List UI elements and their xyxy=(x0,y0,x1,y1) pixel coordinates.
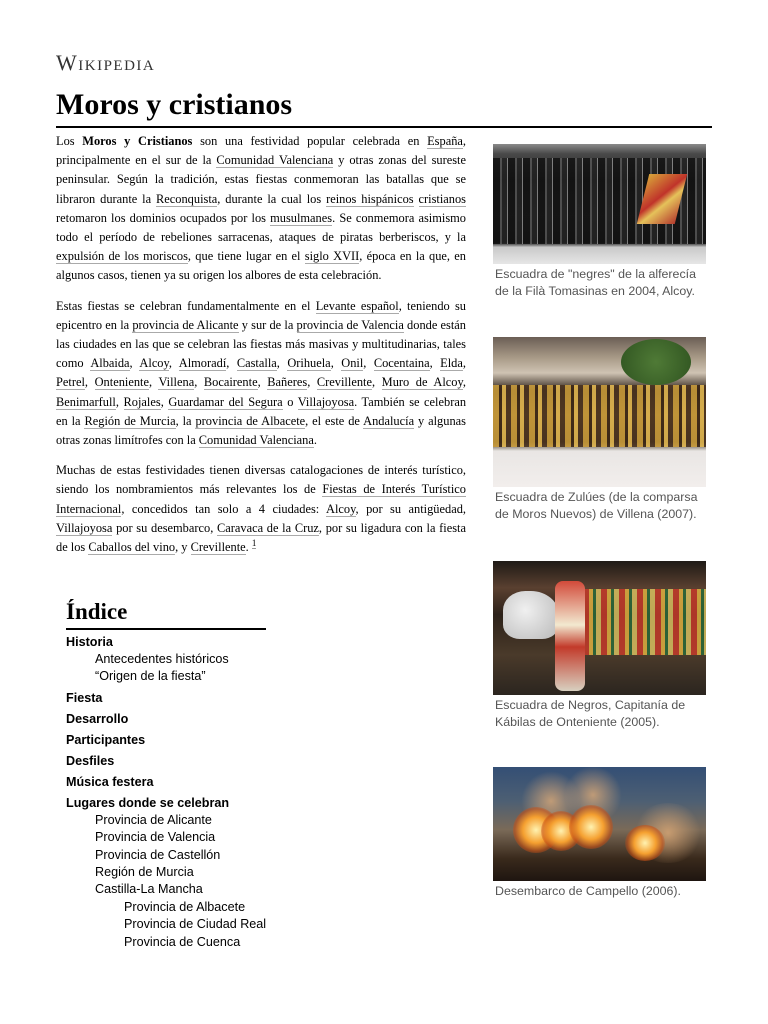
toc-item[interactable]: Provincia de Valencia xyxy=(95,830,216,845)
reference-marker xyxy=(252,538,257,549)
toc-title: Índice xyxy=(66,597,266,630)
article-link[interactable]: Villajoyosa xyxy=(56,520,113,535)
paragraph-1 xyxy=(56,132,466,286)
text-run: y sur de la xyxy=(238,317,297,332)
toc-item[interactable]: Región de Murcia xyxy=(95,865,194,880)
toc-item[interactable]: Provincia de Cuenca xyxy=(124,934,241,949)
article-link[interactable]: Fiestas de Interés Turístico Internacional xyxy=(56,482,466,516)
article-link[interactable]: Comunidad Valenciana xyxy=(216,153,334,168)
toc-item[interactable]: Historia xyxy=(66,635,113,649)
bold-term: Moros y Cristianos xyxy=(82,134,193,148)
text-run: , xyxy=(115,394,124,409)
article-link[interactable]: Guardamar del Segura xyxy=(168,394,283,409)
toc-item[interactable]: Lugares donde se celebran xyxy=(66,795,230,810)
toc-item[interactable]: Provincia de Albacete xyxy=(124,899,246,914)
text-run: , y xyxy=(175,540,191,555)
article-link[interactable]: Benimarfull xyxy=(56,394,116,409)
article-link[interactable]: Albaida xyxy=(90,356,130,371)
text-run: , xyxy=(257,375,268,390)
text-run: . Se conmemora asimismo todo el período de rebeliones sarracenas, ataques de piratas berberiscos, y la xyxy=(56,210,466,245)
article-link[interactable]: Caravaca de la Cruz xyxy=(217,520,319,535)
article-link[interactable]: Petrel xyxy=(56,375,85,390)
article-link[interactable]: siglo XVII xyxy=(304,249,360,264)
article-link[interactable]: Muro de Alcoy xyxy=(381,375,463,390)
text-run: , xyxy=(462,356,466,371)
article-link[interactable]: Elda xyxy=(440,356,463,371)
photo-detail-horse xyxy=(503,591,559,639)
text-run: . xyxy=(245,540,252,555)
text-run: donde están las ciudades en las que se celebran las fiestas más masivas y multitudinarias, tales como xyxy=(56,317,467,371)
toc-item[interactable]: Provincia de Castellón xyxy=(95,847,221,862)
text-run: , por su antigüedad, xyxy=(355,501,466,516)
text-run: , concedidos tan solo a 4 ciudades: xyxy=(121,501,327,516)
article-link[interactable]: Comunidad Valenciana xyxy=(198,433,314,448)
text-run: , época en la que, en algunos casos, tienen ya su origen los albores de esta celebración. xyxy=(56,249,466,283)
text-run: , xyxy=(429,356,441,371)
article-link[interactable]: Crevillente xyxy=(190,540,246,555)
article-link[interactable]: provincia de Alicante xyxy=(132,317,239,332)
text-run: , xyxy=(330,356,342,371)
toc-item[interactable]: Provincia de Alicante xyxy=(95,812,212,827)
toc-item[interactable]: “Origen de la fiesta” xyxy=(95,669,206,684)
text-run: Muchas de estas festividades tienen diversas catalogaciones de interés turístico, siendo los nombramientos más relevantes los de xyxy=(56,463,466,497)
text-run xyxy=(414,192,419,206)
text-run: , xyxy=(226,356,237,371)
page-title: Moros y cristianos xyxy=(56,86,712,128)
article-link[interactable]: Región de Murcia xyxy=(84,413,176,428)
photo-detail-rider xyxy=(555,581,585,691)
photo-escuadra-negros[interactable] xyxy=(493,561,706,695)
article-link[interactable]: Villena xyxy=(158,375,195,390)
article-link[interactable]: España xyxy=(427,134,463,148)
paragraph-2 xyxy=(56,297,466,451)
figure-zulues xyxy=(493,337,706,522)
text-run: y otras zonas del sureste peninsular. Según la tradición, estas fiestas conmemoran las batallas que se libraron durante la xyxy=(56,153,466,206)
text-run: , xyxy=(462,375,466,390)
article-link[interactable]: Villajoyosa xyxy=(297,394,355,409)
text-run: . xyxy=(313,433,317,448)
text-run: , teniendo su epicentro en la xyxy=(56,298,466,332)
article-link[interactable]: Bocairente xyxy=(203,375,258,390)
article-link[interactable]: expulsión de los moriscos xyxy=(56,249,188,264)
article-link[interactable]: musulmanes xyxy=(270,210,333,225)
article-link[interactable]: Onteniente xyxy=(94,375,149,390)
article-link[interactable]: provincia de Valencia xyxy=(296,317,404,332)
article-link[interactable]: Almoradí xyxy=(178,356,227,371)
article-link[interactable]: Caballos del vino xyxy=(88,540,176,555)
text-run: retomaron los dominios ocupados por los xyxy=(56,210,271,225)
text-run: , principalmente en el sur de la xyxy=(56,134,466,168)
article-link[interactable]: cristianos xyxy=(418,191,466,206)
figure-caption: Escuadra de Zulúes (de la comparsa de Moros Nuevos) de Villena (2007). xyxy=(495,490,698,521)
text-run: , xyxy=(307,375,317,390)
figure-caption: Escuadra de Negros, Capitanía de Kábilas de Onteniente (2005). xyxy=(495,698,686,729)
toc-item[interactable]: Música festera xyxy=(66,774,154,789)
text-run: , por su ligadura con la fiesta de los xyxy=(56,520,466,555)
text-run: , la xyxy=(175,413,196,428)
photo-detail-tree xyxy=(621,339,691,385)
text-run: , xyxy=(363,356,374,371)
text-run: , xyxy=(276,356,288,371)
text-run: o xyxy=(282,394,298,409)
figure-negros-onteniente xyxy=(493,561,706,730)
text-run: y algunas otras zonas limítrofes con la xyxy=(56,413,466,448)
table-of-contents xyxy=(66,597,276,951)
article-link[interactable]: Bañeres xyxy=(267,375,308,390)
article-link[interactable]: Rojales xyxy=(123,394,161,409)
article-body xyxy=(56,132,466,568)
toc-item[interactable]: Antecedentes históricos xyxy=(95,652,229,666)
text-run: Los xyxy=(56,134,83,148)
article-link[interactable]: provincia de Albacete xyxy=(195,413,306,428)
text-run: , xyxy=(168,356,179,371)
text-run: , que tiene lugar en el xyxy=(187,249,305,264)
text-run: , xyxy=(84,375,95,390)
wikipedia-wordmark: Wikipedia xyxy=(56,50,156,75)
text-run: , xyxy=(371,375,382,390)
article-link[interactable]: Levante español xyxy=(315,298,399,313)
article-link[interactable]: Orihuela xyxy=(287,356,331,371)
article-link[interactable]: Onil xyxy=(341,356,364,371)
text-run: , el este de xyxy=(305,413,364,428)
toc-item[interactable]: Desfiles xyxy=(66,753,115,768)
figure-desembarco xyxy=(493,767,706,900)
paragraph-3 xyxy=(56,461,466,557)
text-run: . También se celebran en la xyxy=(56,394,467,428)
toc-item[interactable]: Desarrollo xyxy=(66,711,129,726)
photo-detail-rows xyxy=(583,589,706,655)
toc-item[interactable]: Participantes xyxy=(66,732,146,747)
toc-item[interactable]: Castilla-La Mancha xyxy=(95,882,203,897)
text-run: , xyxy=(148,375,159,390)
article-link[interactable]: Alcoy xyxy=(139,356,169,371)
text-run: , xyxy=(129,356,140,371)
toc-list xyxy=(66,634,276,951)
reference-link[interactable]: 1 xyxy=(251,537,257,548)
photo-escuadra-zulues[interactable] xyxy=(493,337,706,487)
article-link[interactable]: Cocentaina xyxy=(373,356,430,371)
figure-caption: Desembarco de Campello (2006). xyxy=(495,884,681,898)
article-link[interactable]: Castalla xyxy=(236,356,277,371)
text-run: por su desembarco, xyxy=(112,520,217,535)
figure-caption: Escuadra de "negres" de la alferecía de la Filà Tomasinas en 2004, Alcoy. xyxy=(495,267,696,298)
photo-detail-rows xyxy=(493,385,706,447)
photo-escuadra-negres[interactable] xyxy=(493,144,706,264)
text-run: Estas fiestas se celebran fundamentalmente en el xyxy=(56,298,316,313)
photo-detail-fire xyxy=(625,825,665,861)
toc-item[interactable]: Provincia de Ciudad Real xyxy=(124,917,267,932)
article-link[interactable]: Andalucía xyxy=(363,413,415,428)
text-run: , xyxy=(194,375,204,390)
article-link[interactable]: reinos hispánicos xyxy=(326,191,414,206)
text-run: , xyxy=(160,394,169,409)
photo-desembarco-campello[interactable] xyxy=(493,767,706,881)
photo-detail-fire xyxy=(569,805,613,849)
toc-item[interactable]: Fiesta xyxy=(66,690,103,705)
article-link[interactable]: Crevillente xyxy=(316,375,372,390)
text-run: son una festividad popular celebrada en xyxy=(192,134,428,148)
text-run: , durante la cual los xyxy=(217,191,327,206)
article-link[interactable]: Alcoy xyxy=(326,501,356,516)
article-link[interactable]: Reconquista xyxy=(156,191,218,206)
figure-negres xyxy=(493,144,706,299)
